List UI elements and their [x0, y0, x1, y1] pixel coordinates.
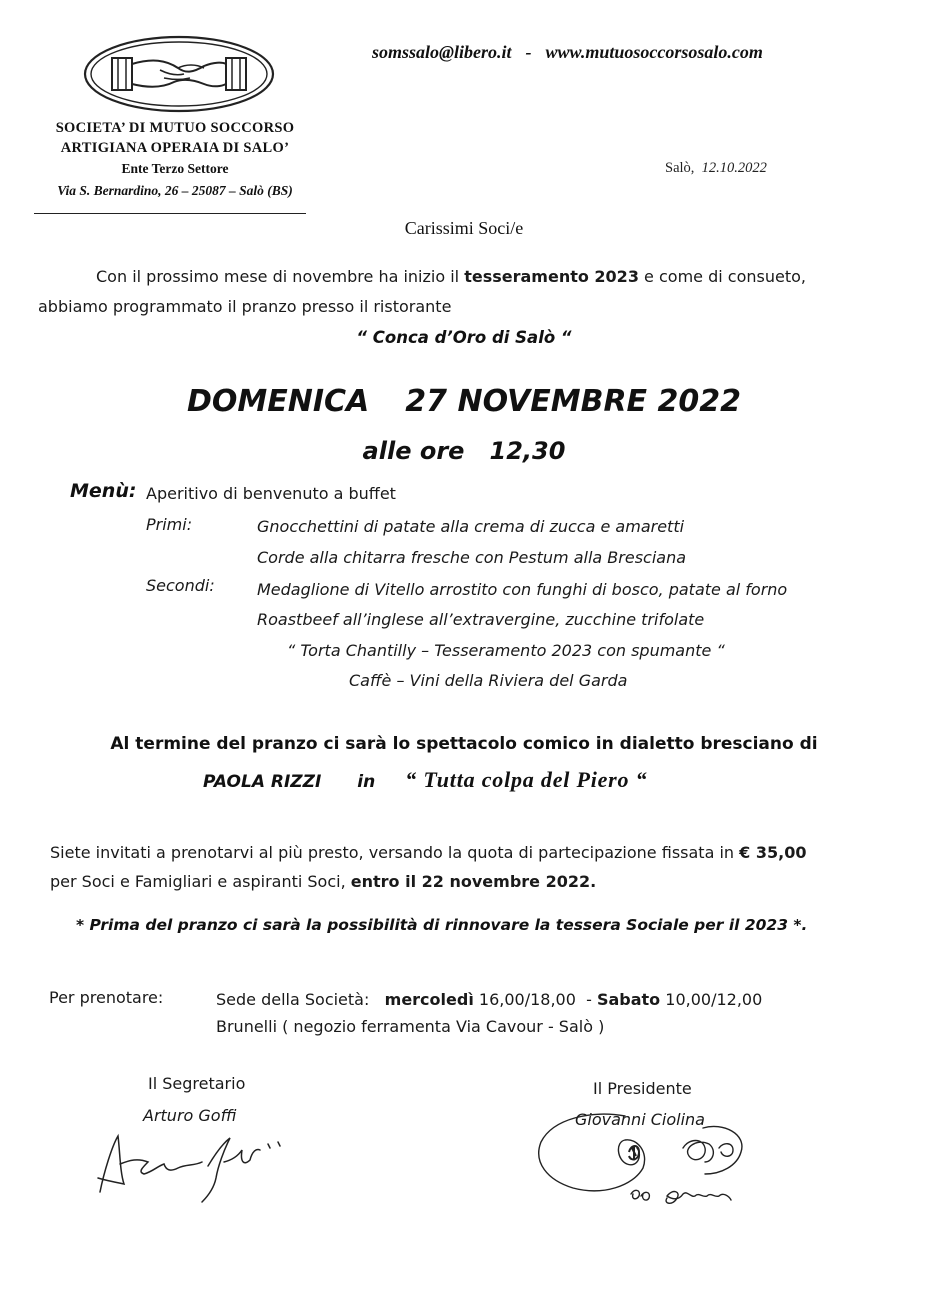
show-line2 [203, 767, 647, 793]
intro-highlight: tesseramento 2023 [464, 267, 639, 286]
greeting: Carissimi Soci/e [404, 218, 524, 238]
president-signature [533, 1108, 753, 1212]
intro-text: Con il prossimo mese di novembre ha inizio il [96, 267, 460, 286]
menu-secondi-item: Roastbeef all’inglese all’extravergine, zucchine trifolate [257, 610, 705, 629]
show-artist: PAOLA RIZZI [203, 772, 322, 792]
booking-day-1: mercoledì [384, 990, 474, 1009]
event-date: 27 NOVEMBRE 2022 [405, 384, 741, 419]
booking-price: € 35,00 [739, 843, 807, 862]
booking-text: Siete invitati a prenotarvi al più presto, versando la quota di partecipazione fissata in [50, 843, 735, 862]
org-address: Via S. Bernardino, 26 – 25087 – Salò (BS) [57, 183, 293, 198]
secretary-title: Il Segretario [148, 1074, 246, 1093]
booking-hours-1: 16,00/18,00 [478, 990, 576, 1009]
org-name-line1: SOCIETA’ DI MUTUO SOCCORSO [55, 120, 295, 136]
intro-line1 [96, 267, 806, 286]
menu-drinks: Caffè – Vini della Riviera del Garda [349, 671, 628, 690]
president-title: Il Presidente [593, 1079, 692, 1098]
event-time: 12,30 [489, 437, 566, 465]
booking-hours-2: 10,00/12,00 [665, 990, 763, 1009]
restaurant-name: “ Conca d’Oro di Salò “ [356, 328, 572, 347]
event-date-line [0, 384, 928, 419]
membership-note: * Prima del pranzo ci sarà la possibilità di rinnovare la tessera Sociale per il 2023 *. [76, 916, 808, 934]
letter-date: 12.10.2022 [701, 160, 767, 176]
event-day: DOMENICA [187, 384, 370, 419]
show-in: in [357, 772, 376, 792]
show-title: “ Tutta colpa del Piero “ [405, 767, 648, 792]
menu-secondi-label: Secondi: [146, 576, 215, 595]
header-divider [34, 213, 306, 214]
booking-location-2: Brunelli ( negozio ferramenta Via Cavour - Salò ) [216, 1017, 605, 1036]
intro-text-end: e come di consueto, [644, 267, 806, 286]
society-logo [82, 34, 276, 114]
booking-label: Per prenotare: [49, 988, 164, 1007]
event-time-line [0, 437, 928, 465]
booking-line2 [50, 872, 596, 891]
contact-website[interactable]: www.mutuosoccorsosalo.com [545, 42, 763, 62]
intro-line2: abbiamo programmato il pranzo presso il ristorante [38, 297, 452, 316]
place: Salò, [665, 160, 695, 176]
booking-seat-label: Sede della Società: [216, 990, 370, 1009]
contact-email[interactable]: somssalo@libero.it [372, 42, 512, 62]
booking-deadline: entro il 22 novembre 2022. [350, 872, 597, 891]
menu-primi-item: Corde alla chitarra fresche con Pestum alla Bresciana [257, 548, 687, 567]
booking-text-2: per Soci e Famigliari e aspiranti Soci, [50, 872, 346, 891]
president-name: Giovanni Ciolina [575, 1110, 705, 1129]
secretary-name: Arturo Goffi [143, 1106, 237, 1125]
menu-dessert: “ Torta Chantilly – Tesseramento 2023 con spumante “ [287, 641, 725, 660]
menu-aperitivo: Aperitivo di benvenuto a buffet [146, 484, 396, 503]
menu-primi-label: Primi: [146, 515, 193, 534]
contact-separator: - [525, 42, 532, 62]
menu-primi-item: Gnocchettini di patate alla crema di zucca e amaretti [257, 517, 685, 536]
secretary-signature [90, 1122, 290, 1212]
contact-line [372, 42, 763, 63]
show-announcement: Al termine del pranzo ci sarà lo spettacolo comico in dialetto bresciano di [110, 734, 818, 754]
org-name-line2: ARTIGIANA OPERAIA DI SALO’ [60, 140, 290, 156]
booking-dash: - [586, 990, 592, 1009]
menu-label: Menù: [70, 480, 137, 502]
place-date [665, 160, 767, 177]
event-time-prefix: alle ore [362, 437, 465, 465]
booking-line1 [50, 843, 806, 862]
org-name-line3: Ente Terzo Settore [121, 161, 229, 176]
booking-location-1 [216, 990, 762, 1009]
menu-secondi-item: Medaglione di Vitello arrostito con funghi di bosco, patate al forno [257, 580, 788, 599]
booking-day-2: Sabato [596, 990, 661, 1009]
